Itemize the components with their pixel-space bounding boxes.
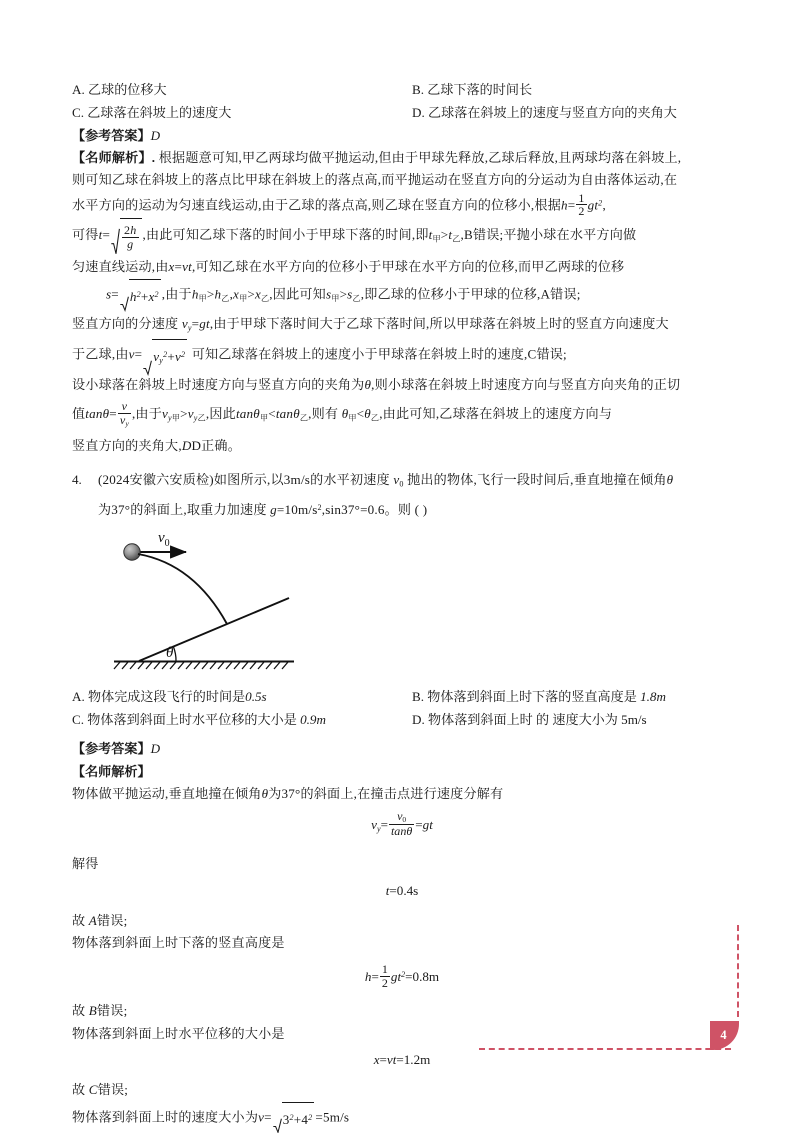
- math-h-val: =0.8m: [405, 968, 440, 984]
- sqrt-vy2-plus-v2: $v_y^2+v^2$: [143, 339, 187, 374]
- q3-analysis-text-16: 设小球落在斜坡上时速度方向与竖直方向的夹角为: [72, 377, 365, 393]
- math-h: h: [561, 197, 568, 213]
- q3-analysis-text-5: ,由此可知乙球下落的时间小于甲球下落的时间,即: [142, 227, 429, 243]
- inclined-plane: [139, 598, 289, 661]
- fraction-2h-over-g: $\frac{2h}{g}$: [124, 223, 137, 251]
- q3-answer-tag: 【参考答案】: [72, 128, 151, 143]
- q3-option-b-label: B.: [412, 82, 425, 97]
- hatched-ground: [114, 662, 288, 669]
- q3-analysis-line-4: 可得t= $\frac{2h}{g}$ ,由此可知乙球下落的时间小于甲球下落的时间,即$t_甲>t_乙,B$错误;平抛小球在水平方向做: [72, 218, 732, 256]
- q3-option-a-text: 乙球的位移大: [88, 82, 167, 97]
- q3-analysis-text-12: 竖直方向的分速度: [72, 315, 179, 331]
- decoration-horizontal-dashed-line: [479, 1048, 731, 1050]
- q4-conclusion-a-letter: A: [88, 912, 97, 928]
- q4-solve-text: 解得: [72, 856, 99, 872]
- q3-analysis-text-19: ,由于: [131, 405, 163, 421]
- q3-answer-line: [72, 124, 732, 147]
- radical-sign-icon: [111, 228, 120, 255]
- math-vy-eq: v: [371, 817, 377, 833]
- q4-option-b-text: 物体落到斜面上时下落的竖直高度是: [427, 688, 637, 704]
- angle-label: θ: [166, 644, 174, 661]
- q3-analysis-line-7: 竖直方向的分速度 $v_y=gt$,由于甲球下落时间大于乙球下落时间,所以甲球落在斜坡上时的竖直方向速度大: [72, 315, 669, 332]
- q3-analysis-text-7: 匀速直线运动,由: [72, 259, 169, 275]
- q3-analysis-text-23: 竖直方向的夹角大,: [72, 438, 182, 454]
- equation-t: [72, 876, 732, 906]
- math-x: x: [168, 259, 175, 275]
- q4-answer-value: D: [150, 740, 161, 756]
- q3-analysis-line-11: [72, 435, 732, 457]
- figure-svg: [108, 528, 408, 678]
- q3-analysis-text-2: 则可知乙球在斜坡上的落点比甲球在斜坡上的落点高,而平抛运动在竖直方向的分运动为自由落体运动,在: [72, 172, 678, 188]
- q3-analysis-text-18: 值: [72, 405, 86, 421]
- radical-sign-icon: [273, 1118, 282, 1133]
- q4-stem-sin-val: =0.6。则 ( ): [360, 502, 428, 518]
- math-s: s: [106, 286, 112, 302]
- q4-stem-g-val: [277, 502, 322, 517]
- math-theta-2: θ: [102, 405, 110, 421]
- q4-conclusion-c-text: 故: [72, 1082, 86, 1098]
- q4-options-row-1: [72, 685, 732, 708]
- q3-analysis-line-6: s= $h^2+x^2$ ,由于$h_甲>h_乙,x_甲>x_乙$,因此可知$s_甲>s_乙$,即乙球的位移小于甲球的位移,A错误;: [72, 279, 732, 313]
- q4-option-c-value: 0.9m: [300, 711, 326, 727]
- equation-vy: $v_y=$ $\frac{v_0}{\tan\theta}$ =gt: [371, 809, 433, 839]
- q4-stem-line-1: [98, 468, 732, 496]
- q4-option-d-label: D.: [412, 711, 425, 727]
- math-vy: v: [181, 315, 188, 331]
- math-t-yi: t: [448, 227, 453, 243]
- q3-analysis-line-10: 值tanθ= $\frac{v}{v_y}$ ,由于$v_{y甲}>v_{y乙}$,因此tanθ$_甲$<tanθ$_乙$,则有 $\theta_甲<\theta_乙$,由此可知,乙球落在斜坡上的速度方向与: [72, 399, 613, 429]
- q3-analysis-text-10: ,因此可知: [269, 286, 326, 302]
- q4-stem-line-2: [98, 496, 732, 521]
- math-v0-base: v: [393, 472, 400, 488]
- q4-option-d-value: 5m/s: [621, 711, 647, 727]
- q4-option-a-value: 0.5s: [245, 688, 267, 704]
- q4-stem-text-1: (2024安徽六安质检)如图所示,以3m/s的水平初速度: [98, 472, 390, 488]
- q3-options-row-2: [72, 101, 732, 124]
- q4-stem-text-3: 为: [98, 502, 112, 518]
- q4-option-b: [412, 685, 732, 708]
- math-theta-q4b: θ: [261, 785, 269, 801]
- q4-analysis-tag: 【名师解析】: [72, 763, 151, 779]
- q3-analysis-text-6: ,B错误;平抛小球在水平方向做: [460, 227, 637, 243]
- parabolic-trajectory: [138, 554, 227, 624]
- fraction-v-over-vy: $\frac{v}{v_y}$: [119, 399, 129, 429]
- math-v0: [393, 472, 403, 487]
- q3-analysis-text-11: ,即乙球的位移小于甲球的位移,A错误;: [360, 286, 581, 302]
- math-v-2: v: [128, 346, 135, 362]
- math-x-val: =1.2m: [396, 1052, 431, 1068]
- math-h-jia: h: [191, 286, 199, 302]
- q4-stem-text-2: 抛出的物体,飞行一段时间后,垂直地撞在倾角: [407, 472, 667, 488]
- q3-analysis-text-1: 根据题意可知,甲乙两球均做平抛运动,但由于甲球先释放,乙球后释放,且两球均落在斜坡上,: [158, 150, 682, 165]
- math-t-3: t: [188, 259, 192, 275]
- q4-conclusion-a-text: 故: [72, 912, 86, 928]
- q3-option-b-text: 乙球下落的时间长: [427, 82, 533, 97]
- q3-analysis-text-3: 水平方向的运动为匀速直线运动,由于乙球的落点高,则乙球在竖直方向的位移小,根据: [72, 197, 561, 213]
- radical-sign-icon: [120, 296, 129, 311]
- q3-analysis-tag: 【名师解析】.: [72, 150, 156, 165]
- q4-analysis-intro-mid: 为: [268, 785, 282, 801]
- q3-analysis-text-17: ,则小球落在斜坡上时速度方向与竖直方向夹角的正切: [371, 377, 681, 393]
- q4-stem-sin: ,sin37°: [321, 502, 361, 518]
- q3-option-a-label: A.: [72, 82, 85, 97]
- q3-analysis: [72, 147, 732, 457]
- q4-height-text: 物体落到斜面上时下落的竖直高度是: [72, 935, 285, 951]
- projectile-incline-figure: [108, 528, 732, 683]
- decoration-vertical-dashed-line: [737, 925, 739, 1017]
- math-h-eq: h: [364, 968, 372, 984]
- velocity-label: $v_0$: [158, 529, 170, 549]
- q4-v-text: 物体落到斜面上时的速度大小为: [72, 1109, 259, 1125]
- q3-option-d-text: 乙球落在斜坡上的速度与竖直方向的夹角大: [428, 105, 677, 120]
- q3-analysis-line-3: 水平方向的运动为匀速直线运动,由于乙球的落点高,则乙球在竖直方向的位移小,根据h= $\frac{1}{2}$ $gt^2$,: [72, 190, 606, 219]
- q4-conclusion-b-letter: B: [88, 1003, 97, 1019]
- q4-stem-text-4: 的斜面上,取重力加速度: [130, 502, 267, 518]
- q3-options-row-1: [72, 78, 732, 101]
- q3-option-b: [412, 78, 732, 101]
- math-theta-q4: θ: [666, 472, 674, 488]
- math-t-2: t: [98, 227, 103, 243]
- page-number-badge: 4: [710, 1021, 739, 1050]
- q3-option-c-label: C.: [72, 105, 85, 120]
- q3-option-c: [72, 101, 412, 124]
- q4-conclusion-b-text: 故: [72, 1003, 86, 1019]
- q4-conclusion-a-end: 错误;: [96, 912, 128, 928]
- q4-option-b-label: B.: [412, 688, 425, 704]
- question-4: [72, 468, 732, 682]
- q4-stem-angle: 37°: [111, 502, 131, 518]
- q4-analysis-intro-37: 37°: [281, 785, 301, 801]
- q4-analysis-intro-end: 的斜面上,在撞击点进行速度分解有: [300, 785, 504, 801]
- q3-analysis-line-9: [72, 374, 732, 396]
- math-v: v: [182, 259, 189, 275]
- sqrt-3sq-plus-4sq: $3^2+4^2$: [273, 1102, 315, 1133]
- q4-option-c-label: C.: [72, 711, 85, 727]
- q3-answer-value: D: [150, 128, 161, 143]
- fraction-one-half: $\frac{1}{2}$: [578, 190, 585, 219]
- q3-analysis-text-14: 于乙球,由: [72, 346, 129, 362]
- q3-option-d-label: D.: [412, 105, 425, 120]
- q4-option-a-label: A.: [72, 688, 85, 704]
- math-theta-jia: θ: [341, 405, 349, 421]
- q3-analysis-text-8: ,可知乙球在水平方向的位移小于甲球在水平方向的位移,而甲乙两球的位移: [192, 259, 625, 275]
- q4-option-d-text: 物体落到斜面上时 的 速度大小为: [428, 711, 618, 727]
- equation-h: h= $\frac{1}{2}$ $gt^2=0.8m$: [364, 962, 440, 990]
- angle-arc: [174, 647, 177, 661]
- q3-analysis-text-21: ,则有: [308, 405, 339, 421]
- math-x-jia: x: [233, 286, 240, 302]
- math-g: g: [587, 197, 595, 213]
- math-t-result: t: [385, 882, 390, 898]
- math-v0-sub: 0: [399, 479, 404, 489]
- q3-analysis-text-13: ,由于甲球下落时间大于乙球下落时间,所以甲球落在斜坡上时的竖直方向速度大: [209, 315, 669, 331]
- footer-decoration: [479, 925, 739, 1050]
- q3-analysis-text-9: ,由于: [161, 286, 192, 302]
- q4-x-text: 物体落到斜面上时水平位移的大小是: [72, 1025, 285, 1041]
- q3-analysis-text-20: ,因此: [205, 405, 236, 421]
- q3-analysis-text-4: 可得: [72, 227, 99, 243]
- q4-option-a: [72, 685, 412, 708]
- q4-answer-tag: 【参考答案】: [72, 740, 151, 756]
- math-D: D: [181, 438, 192, 454]
- q4-answer-line: [72, 737, 732, 760]
- q4-analysis-intro-text: 物体做平抛运动,垂直地撞在倾角: [72, 785, 262, 801]
- q3-analysis-text-22: ,由此可知,乙球落在斜坡上的速度方向与: [379, 405, 613, 421]
- math-t-result-val: =0.4s: [389, 882, 419, 898]
- q4-g-exp: 2: [317, 503, 322, 513]
- q4-option-b-value: 1.8m: [640, 688, 666, 704]
- math-v-final-val: =5m/s: [315, 1109, 350, 1125]
- q3-analysis-line-5: 匀速直线运动,由x=vt,可知乙球在水平方向的位移小于甲球在水平方向的位移,而甲乙两球的位移: [72, 259, 625, 275]
- q4-conclusion-c: [72, 1079, 732, 1101]
- radical-sign-icon: [143, 360, 152, 375]
- q4-body: [98, 468, 732, 682]
- q3-option-a: [72, 78, 412, 101]
- q4-solve-label: [72, 853, 732, 875]
- math-vy-jia: v: [162, 405, 169, 421]
- sqrt-h2-plus-x2: $h^2+x^2$: [120, 279, 161, 311]
- q4-option-a-text: 物体完成这段飞行的时间是: [88, 688, 246, 704]
- fraction-one-half-2: $\frac{1}{2}$: [381, 962, 388, 990]
- projectile-ball: [124, 543, 140, 559]
- q4-v-line: 物体落到斜面上时的速度大小为v= $3^2+4^2 =5m/s$: [72, 1102, 732, 1133]
- equation-x: x=vt=1.2m: [373, 1052, 431, 1068]
- q3-analysis-text-15: 可知乙球落在斜坡上的速度小于甲球落在斜坡上时的速度,C错误;: [191, 346, 567, 362]
- q4-analysis-intro: [72, 783, 732, 805]
- fraction-v0-over-tan: $\frac{v_0}{\tan\theta}$: [390, 809, 413, 839]
- math-s-jia: s: [325, 286, 332, 302]
- q4-option-d: [412, 708, 732, 731]
- q3-analysis-text-24: D正确。: [191, 438, 242, 454]
- q4-options-row-2: [72, 708, 732, 731]
- q3-analysis-line-1: [72, 147, 732, 169]
- q3-option-d: [412, 101, 732, 124]
- math-t: t: [594, 197, 599, 213]
- q4-conclusion-c-letter: C: [88, 1082, 98, 1098]
- math-g-q4: g: [270, 502, 277, 518]
- q3-analysis-line-8: 于乙球,由v= $v_y^2+v^2$ 可知乙球落在斜坡上的速度小于甲球落在斜坡上时的速度,C错误;: [72, 339, 732, 374]
- math-x-eq: x: [373, 1052, 380, 1068]
- q4-number: 4.: [72, 472, 82, 488]
- math-theta: θ: [364, 377, 372, 393]
- q4-g-value: =10m/s: [276, 502, 318, 518]
- q4-conclusion-c-end: 错误;: [97, 1082, 129, 1098]
- q4-option-c: [72, 708, 412, 731]
- q3-analysis-line-2: [72, 169, 732, 191]
- math-v-final: v: [258, 1109, 265, 1125]
- q3-option-c-text: 乙球落在斜坡上的速度大: [87, 105, 232, 120]
- sqrt-2h-over-g: [111, 218, 141, 254]
- q4-analysis-tag-line: [72, 760, 732, 783]
- q4-conclusion-b-end: 错误;: [96, 1003, 128, 1019]
- math-t-jia: t: [428, 227, 433, 243]
- q4-option-c-text: 物体落到斜面上时水平位移的大小是: [87, 711, 297, 727]
